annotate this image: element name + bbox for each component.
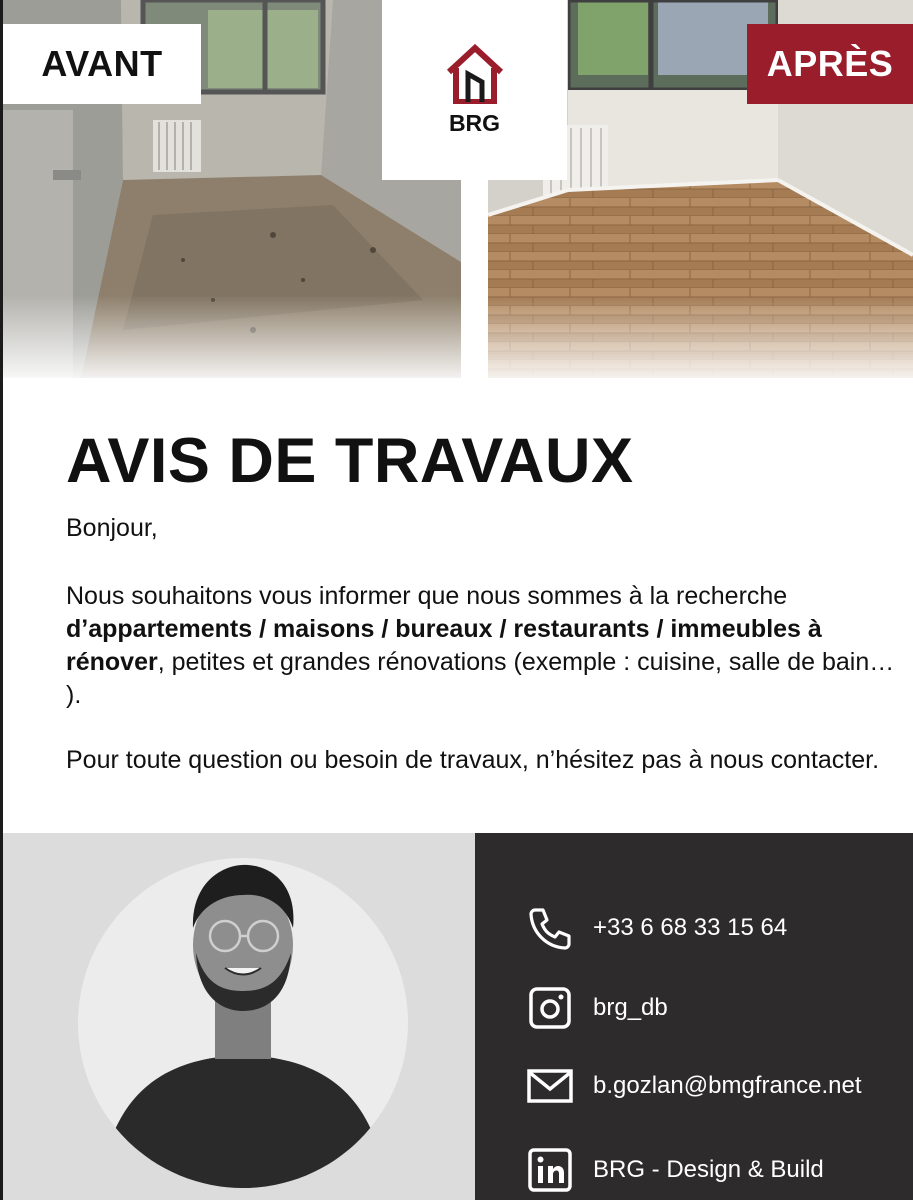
after-label: APRÈS (747, 24, 913, 104)
contact-phone[interactable] (525, 903, 787, 953)
house-logo-icon (446, 44, 504, 104)
before-label: AVANT (3, 24, 201, 104)
notice-greeting: Bonjour, (66, 514, 158, 542)
contact-linkedin[interactable] (525, 1145, 824, 1195)
linkedin-name: BRG - Design & Build (593, 1156, 824, 1183)
contact-info-panel (475, 833, 913, 1200)
contact-portrait-panel (3, 833, 475, 1200)
contact-email[interactable] (525, 1061, 862, 1111)
notice-paragraph-1-rest: , petites et grandes rénovations (exemple : cuisine, salle de bain… ). (66, 648, 895, 709)
notice-paragraph-2: Pour toute question ou besoin de travaux, n’hésitez pas à nous contacter. (66, 746, 880, 774)
brand-name: BRG (448, 109, 501, 136)
instagram-icon (525, 983, 575, 1033)
brand-logo (382, 0, 567, 180)
contact-instagram[interactable] (525, 983, 668, 1033)
linkedin-icon (525, 1145, 575, 1195)
phone-icon (525, 903, 575, 953)
notice-paragraph-1 (66, 580, 911, 712)
mail-icon (525, 1061, 575, 1111)
email-address: b.gozlan@bmgfrance.net (593, 1072, 862, 1099)
instagram-handle: brg_db (593, 994, 668, 1021)
notice-title: AVIS DE TRAVAUX (66, 426, 634, 496)
notice-paragraph-1-intro: Nous souhaitons vous informer que nous sommes à la recherche (66, 582, 788, 610)
person-photo (3, 833, 475, 1200)
notice-paragraph-1-bold: d’appartements / maisons / bureaux / restaurants / immeubles à rénover (66, 615, 822, 676)
phone-number: +33 6 68 33 15 64 (593, 914, 788, 941)
